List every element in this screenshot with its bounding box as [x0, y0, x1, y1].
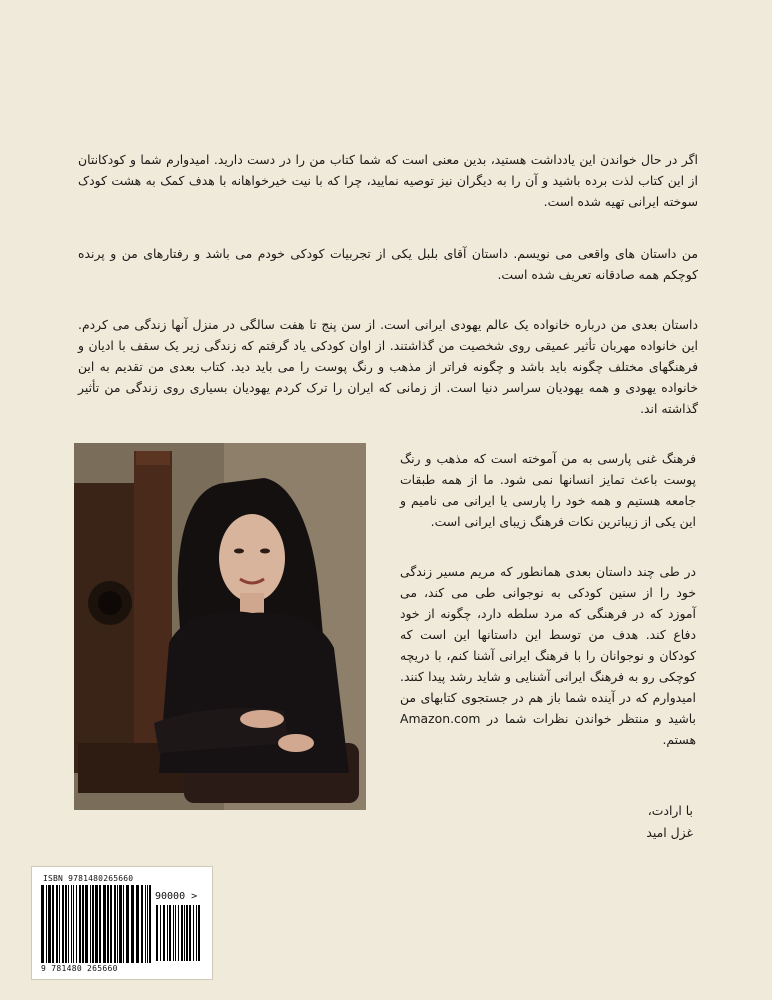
barcode-addon-bar — [193, 905, 194, 961]
barcode-bar — [103, 885, 106, 963]
barcode-bar — [141, 885, 143, 963]
barcode-bar — [48, 885, 51, 963]
author-photo — [74, 443, 366, 810]
barcode-addon-bar — [167, 905, 168, 961]
barcode-addon-bar — [160, 905, 161, 961]
barcode-bar — [110, 885, 112, 963]
barcode-bar — [92, 885, 94, 963]
barcode-bar — [65, 885, 67, 963]
barcode-addon-bars — [156, 905, 206, 975]
barcode-addon-bar — [175, 905, 176, 961]
barcode-bar — [71, 885, 72, 963]
barcode-bar — [79, 885, 81, 963]
barcode-bar — [73, 885, 74, 963]
barcode-bar — [82, 885, 84, 963]
barcode-addon-bar — [184, 905, 185, 961]
barcode-addon-bar — [196, 905, 197, 961]
barcode-bar — [119, 885, 122, 963]
paragraph-intro: اگر در حال خواندن این یادداشت هستید، بدین معنی است که شما کتاب من را در دست دارید. امیدوارم شما و کودکانتان از این کتاب لذت برده باشید و آن را به دیگران نیز توصیه نمایید، چرا که با نیت خیرخواهانه با هدف کمک به هشت کودک سوخته ایرانی تهیه شده است. — [78, 152, 698, 209]
barcode-addon-bar — [186, 905, 188, 961]
barcode-bars — [41, 885, 153, 965]
barcode-bar — [56, 885, 58, 963]
barcode-bar — [107, 885, 109, 963]
barcode-bar — [145, 885, 146, 963]
barcode-bar — [95, 885, 98, 963]
barcode-bar — [41, 885, 44, 963]
isbn-barcode-box — [31, 866, 213, 980]
barcode-addon-bar — [169, 905, 171, 961]
barcode-addon-bar — [163, 905, 165, 961]
barcode-addon-bar — [198, 905, 200, 961]
barcode-addon-bar — [178, 905, 179, 961]
barcode-bar — [59, 885, 60, 963]
barcode-addon-bar — [181, 905, 183, 961]
barcode-bar — [62, 885, 64, 963]
barcode-bar — [149, 885, 151, 963]
barcode-addon-bar — [173, 905, 174, 961]
barcode-bar — [147, 885, 148, 963]
barcode-addon-bar — [189, 905, 191, 961]
barcode-bar — [76, 885, 77, 963]
barcode-bar — [68, 885, 69, 963]
barcode-addon-bar — [156, 905, 158, 961]
isbn-label: ISBN 9781480265660 — [43, 874, 134, 883]
barcode-bar — [131, 885, 134, 963]
paragraph-true-stories: من داستان های واقعی می نویسم. داستان آقای بلبل یکی از تجربیات کودکی خودم می باشد و رفتارهای من و پرنده کوچکم همه صادقانه تعریف شده است. — [78, 246, 698, 282]
signoff-greeting: با ارادت، — [647, 803, 693, 818]
barcode-bar — [90, 885, 91, 963]
barcode-bar — [52, 885, 54, 963]
barcode-bar — [136, 885, 139, 963]
paragraph-persian-culture: فرهنگ غنی پارسی به من آموخته است که مذهب و رنگ پوست باعث تمایز انسانها نمی شود. ما از همه طبقات جامعه هستیم و همه خود را پارسی یا ایرانی می نامیم و این یکی از زیباترین نکات فرهنگ زیبای ایرانی است. — [400, 451, 696, 529]
barcode-bar — [46, 885, 47, 963]
barcode-bar — [126, 885, 129, 963]
author-portrait-illustration — [74, 443, 366, 810]
author-signature-name: غزل امید — [646, 825, 693, 840]
isbn-number: 9 781480 265660 — [41, 964, 118, 973]
price-code: 90000 > — [155, 891, 198, 902]
paragraph-next-story: داستان بعدی من درباره خانواده یک عالم یهودی ایرانی است. از سن پنج تا هفت سالگی در منزل آنها زندگی می کردم. این خانواده مهربان تأثیر عمیقی روی شخصیت من گذاشتند. از اوان کودکی یاد گرفتم که زندگی زیر یک سقف با ادیان و فرهنگهای مختلف چگونه باید باشد و چگونه فراتر از مذهب و رنگ پوست را می باید دید. کتاب بعدی من تقدیم به این خانواده یهودی و همه یهودیان سراسر دنیا است. از زمانی که ایران را ترک کردم یهودیان بسیاری روی زندگی من تأثیر گذاشته اند. — [78, 317, 698, 416]
barcode-bar — [117, 885, 118, 963]
barcode-bar — [85, 885, 88, 963]
barcode-bar — [123, 885, 124, 963]
barcode-bar — [99, 885, 101, 963]
paragraph-maryam-stories: در طی چند داستان بعدی همانطور که مریم مسیر زندگی خود را از سنین کودکی به نوجوانی طی می کند، می آموزد که در فرهنگی که مرد سلطه دارد، چگونه از خود دفاع کند. هدف من توسط این داستانها این است که کودکان و نوجوانان را با فرهنگ ایرانی آشنا کنم، با دریچه کوچکی رو به فرهنگ ایرانی آشنایی و شاید رشد پیدا کنند. امیدوارم که در آینده شما باز هم در جستجوی کتابهای من باشید و منتظر خواندن نظرات شما در Amazon.com هستم. — [400, 564, 696, 747]
barcode-bar — [114, 885, 116, 963]
